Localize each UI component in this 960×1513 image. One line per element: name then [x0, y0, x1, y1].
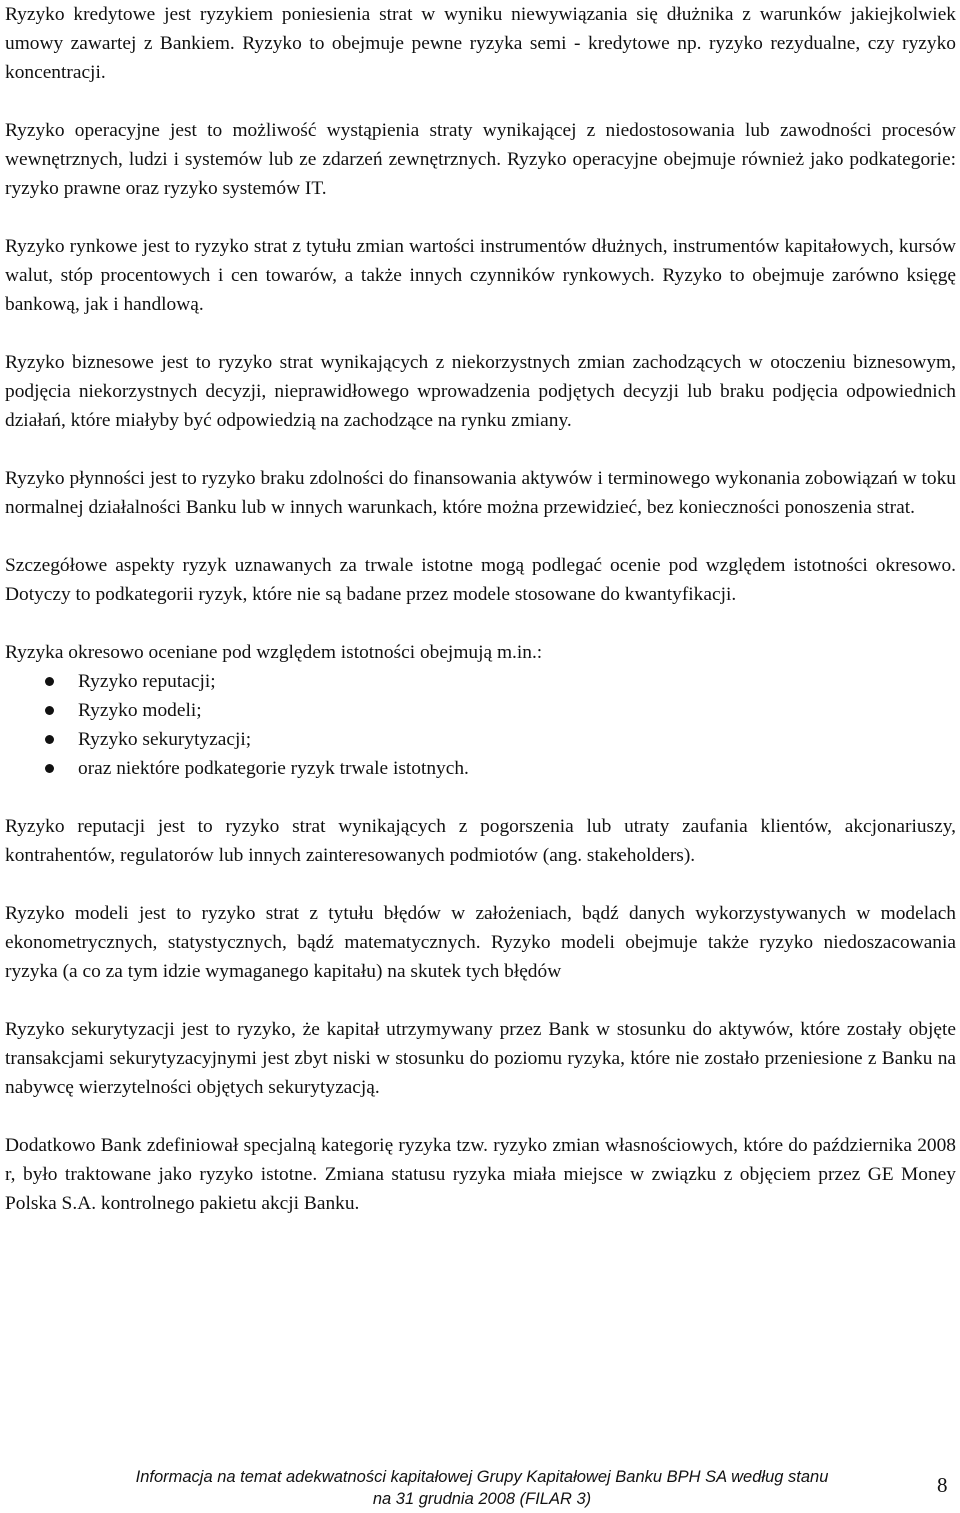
paragraph-detailed-aspects: Szczegółowe aspekty ryzyk uznawanych za trwale istotne mogą podlegać ocenie pod względem istotności okresowo. Dotyczy to podkategorii ryzyk, które nie są badane przez modele stosowane do kwantyfikacji. [5, 555, 956, 605]
paragraph-ownership-risk: Dodatkowo Bank zdefiniował specjalną kategorię ryzyka tzw. ryzyko zmian własnościowych, które do października 2008 r, było traktowane jako ryzyko istotne. Zmiana statusu ryzyka miała miejsce w związku z objęciem przez GE Money Polska S.A. kontrolnego pakietu akcji Banku. [5, 1135, 956, 1214]
list-item-text: Ryzyko modeli; [78, 700, 202, 721]
list-item [5, 725, 956, 754]
paragraph-business-risk: Ryzyko biznesowe jest to ryzyko strat wynikających z niekorzystnych zmian zachodzących w otoczeniu biznesowym, podjęcia niekorzystnych decyzji, nieprawidłowego wprowadzenia podjętych decyzji lub braku podjęcia odpowiednich działań, które miałyby być odpowiedzią na zachodzące na rynku zmiany. [5, 352, 956, 431]
footer-line-2: na 31 grudnia 2008 (FILAR 3) [372, 1490, 592, 1508]
paragraph-liquidity-risk: Ryzyko płynności jest to ryzyko braku zdolności do finansowania aktywów i terminowego wykonania zobowiązań w toku normalnej działalności Banku lub w innych warunkach, które można przewidzieć, bez konieczności ponoszenia strat. [5, 468, 956, 518]
bullet-icon [45, 735, 54, 744]
footer-line-1: Informacja na temat adekwatności kapitałowej Grupy Kapitałowej Banku BPH SA według stanu [135, 1468, 829, 1486]
paragraph-model-risk: Ryzyko modeli jest to ryzyko strat z tytułu błędów w założeniach, bądź danych wykorzystywanych w modelach ekonometrycznych, statystycznych, bądź matematycznych. Ryzyko modeli obejmuje także ryzyko niedoszacowania ryzyka (a co za tym idzie wymaganego kapitału) na skutek tych błędów [5, 903, 956, 982]
document-page [5, 0, 956, 1218]
paragraph-operational-risk: Ryzyko operacyjne jest to możliwość wystąpienia straty wynikającej z niedostosowania lub zawodności procesów wewnętrznych, ludzi i systemów lub ze zdarzeń zewnętrznych. Ryzyko operacyjne obejmuje również jako podkategorie: ryzyko prawne oraz ryzyko systemów IT. [5, 120, 956, 199]
bullet-icon [45, 764, 54, 773]
list-item [5, 667, 956, 696]
footer-caption [82, 1466, 882, 1510]
risk-bullet-list [5, 667, 956, 783]
page-number: 8 [937, 1473, 948, 1497]
list-item-text: Ryzyko sekurytyzacji; [78, 729, 252, 750]
list-item-text: oraz niektóre podkategorie ryzyk trwale istotnych. [78, 758, 469, 779]
paragraph-securitization-risk: Ryzyko sekurytyzacji jest to ryzyko, że kapitał utrzymywany przez Bank w stosunku do aktywów, które zostały objęte transakcjami sekurytyzacyjnymi jest zbyt niski w stosunku do poziomu ryzyka, które nie zostało przeniesione z Banku na nabywcę wierzytelności objętych sekurytyzacją. [5, 1019, 956, 1098]
bullet-icon [45, 706, 54, 715]
paragraph-market-risk: Ryzyko rynkowe jest to ryzyko strat z tytułu zmian wartości instrumentów dłużnych, instrumentów kapitałowych, kursów walut, stóp procentowych i cen towarów, a także innych czynników rynkowych. Ryzyko to obejmuje zarówno księgę bankową, jak i handlową. [5, 236, 956, 315]
list-item [5, 754, 956, 783]
paragraph-credit-risk: Ryzyko kredytowe jest ryzykiem poniesienia strat w wyniku niewywiązania się dłużnika z warunków jakiejkolwiek umowy zawartej z Bankiem. Ryzyko to obejmuje pewne ryzyka semi - kredytowe np. ryzyko rezydualne, czy ryzyko koncentracji. [5, 4, 956, 83]
list-item-text: Ryzyko reputacji; [78, 671, 216, 692]
paragraph-reputation-risk: Ryzyko reputacji jest to ryzyko strat wynikających z pogorszenia lub utraty zaufania klientów, akcjonariuszy, kontrahentów, regulatorów lub innych zainteresowanych podmiotów (ang. stakeholders). [5, 816, 956, 866]
list-item [5, 696, 956, 725]
paragraph-periodic-risks-intro: Ryzyka okresowo oceniane pod względem istotności obejmują m.in.: [5, 642, 543, 663]
bullet-icon [45, 677, 54, 686]
page-footer [0, 1466, 960, 1510]
